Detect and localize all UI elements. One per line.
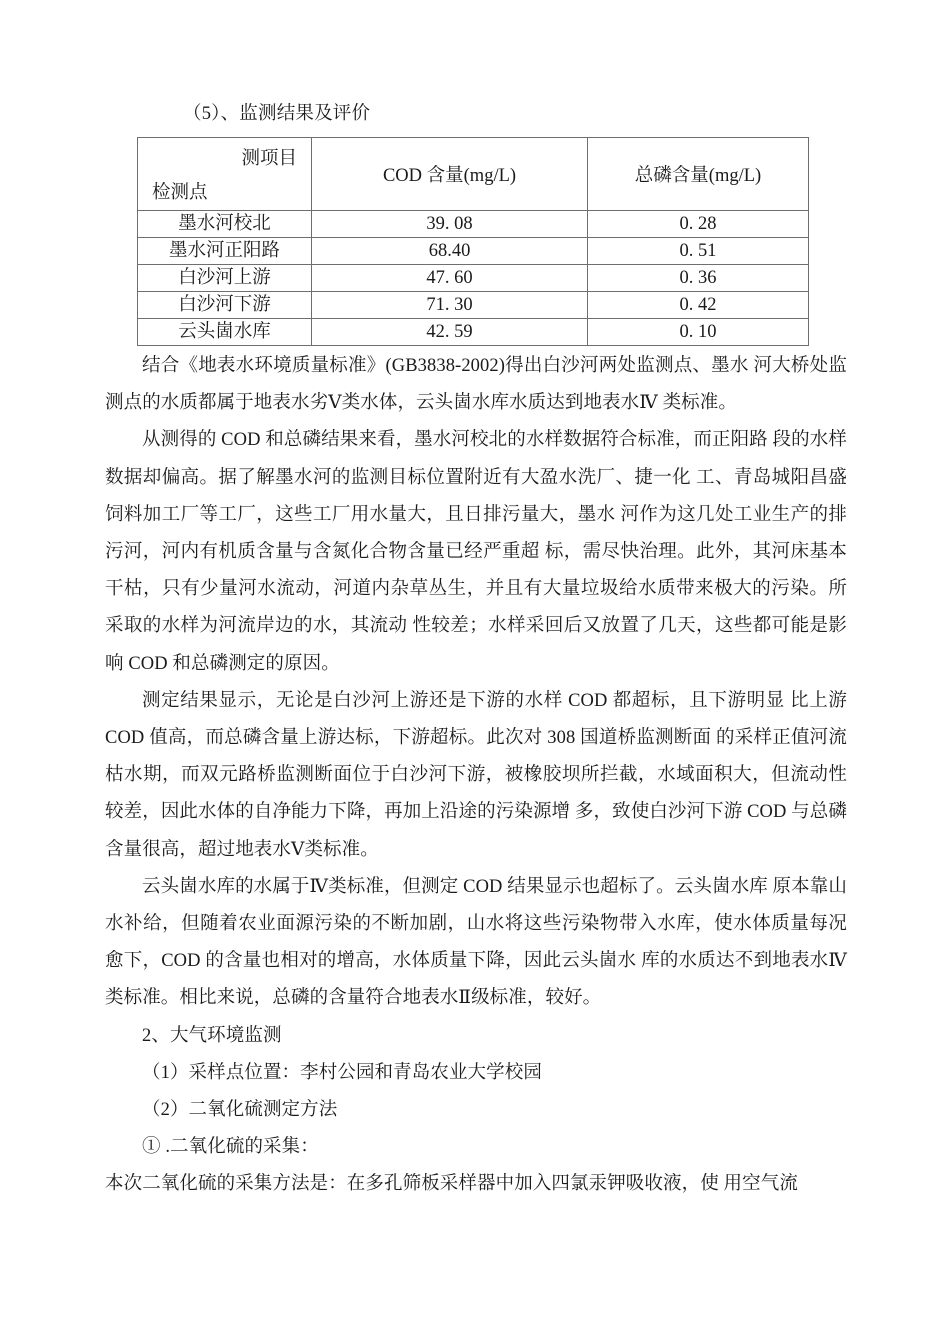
table-header-row [138, 138, 809, 211]
paragraph-standard-comparison: 结合《地表水环境质量标准》(GB3838-2002)得出白沙河两处监测点、墨水 河大桥处监测点的水质都属于地表水劣Ⅴ类水体，云头崮水库水质达到地表水Ⅳ 类标准。 [105, 356, 847, 414]
body-text [105, 348, 847, 1204]
paragraph-cod-phosphorus-analysis: 从测得的 COD 和总磷结果来看，墨水河校北的水样数据符合标准，而正阳路 段的水样数据却偏高。据了解墨水河的监测目标位置附近有大盈水洗厂、捷一化 工、青岛城阳昌盛饲料加工厂等工厂，这些工厂用水量大，且日排污量大，墨水 河作为这几处工业生产的排污河，河内有机质含量与含氮化合物含量已经严重超 标，需尽快治理。此外，其河床基本干枯，只有少量河水流动，河道内杂草丛生，并且有大量垃圾给水质带来极大的污染。所采取的水样为河流岸边的水，其流动 性较差；水样采回后又放置了几天，这些都可能是影响 COD 和总磷测定的原因。 [105, 430, 847, 674]
table-header-site-label: 检测点 [152, 183, 208, 203]
table-header-measure-item-label: 测项目 [241, 149, 297, 169]
paragraph-baisha-river-results: 测定结果显示，无论是白沙河上游还是下游的水样 COD 都超标，且下游明显 比上游 COD 值高，而总磷含量上游达标，下游超标。此次对 308 国道桥监测断面 的采样正值河流枯水期，而双元路桥监测断面位于白沙河下游，被橡胶坝所拦截，水域面积大，但流动性较差，因此水体的自净能力下降，再加上沿途的污染源增 多，致使白沙河下游 COD 与总磷含量很高，超过地表水Ⅴ类标准。 [105, 690, 847, 860]
cell-tp: 0. 10 [588, 319, 809, 346]
table-row [138, 238, 809, 265]
cell-site: 墨水河校北 [138, 211, 312, 238]
cell-cod: 68.40 [312, 238, 588, 265]
cell-cod: 47. 60 [312, 265, 588, 292]
table-row [138, 292, 809, 319]
paragraph-yuntougang-reservoir: 云头崮水库的水属于Ⅳ类标准，但测定 COD 结果显示也超标了。云头崮水库 原本靠山水补给，但随着农业面源污染的不断加剧，山水将这些污染物带入水库，使水体质量每况愈下，COD 的含量也相对的增高，水体质量下降，因此云头崮水 库的水质达不到地表水Ⅳ类标准。相比来说，总磷的含量符合地表水Ⅱ级标准，较好。 [105, 876, 847, 1009]
cell-site: 白沙河下游 [138, 292, 312, 319]
cell-tp: 0. 28 [588, 211, 809, 238]
cell-cod: 39. 08 [312, 211, 588, 238]
table-header-cod: COD 含量(mg/L) [312, 138, 588, 211]
cell-site: 墨水河正阳路 [138, 238, 312, 265]
outline-item-air-monitoring: 2、大气环境监测 [142, 1025, 282, 1046]
cell-cod: 71. 30 [312, 292, 588, 319]
paragraph-so2-collection-detail: 本次二氧化硫的采集方法是：在多孔筛板采样器中加入四氯汞钾吸收液，使 用空气流 [105, 1174, 798, 1195]
cell-cod: 42. 59 [312, 319, 588, 346]
outline-item-so2-method: （2）二氧化硫测定方法 [142, 1100, 338, 1121]
cell-tp: 0. 51 [588, 238, 809, 265]
table-row [138, 265, 809, 292]
table-header-total-phosphorus: 总磷含量(mg/L) [588, 138, 809, 211]
outline-item-so2-collection: ① .二氧化硫的采集： [142, 1137, 319, 1158]
table-row [138, 319, 809, 346]
outline-item-sampling-location: （1）采样点位置：李村公园和青岛农业大学校园 [142, 1062, 542, 1083]
table-row [138, 211, 809, 238]
cell-tp: 0. 42 [588, 292, 809, 319]
cell-site: 白沙河上游 [138, 265, 312, 292]
cell-tp: 0. 36 [588, 265, 809, 292]
section-heading: （5）、监测结果及评价 [183, 104, 371, 124]
table-body [138, 211, 809, 346]
monitoring-results-table [137, 137, 809, 346]
table-header-corner-cell [138, 138, 312, 211]
cell-site: 云头崮水库 [138, 319, 312, 346]
